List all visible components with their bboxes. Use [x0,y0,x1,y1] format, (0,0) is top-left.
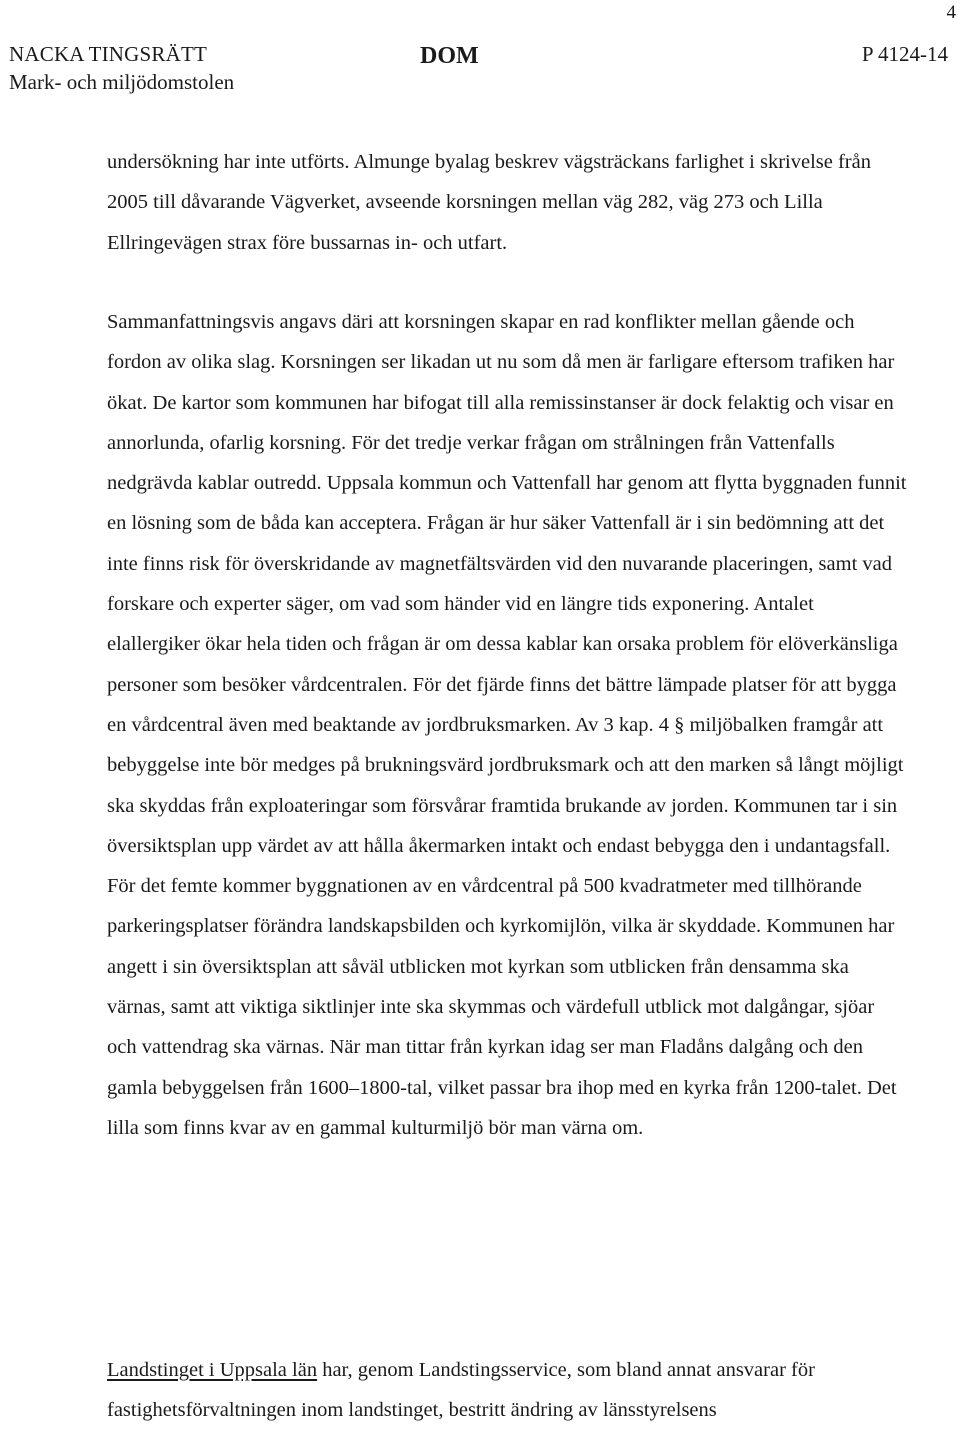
court-division: Mark- och miljödomstolen [9,70,235,94]
paragraph-landstinget [107,1350,907,1431]
party-name-underlined: Landstinget i Uppsala län [107,1359,318,1381]
document-type: DOM [420,43,479,69]
case-number: P 4124-14 [861,42,948,66]
paragraph-byalag: undersökning har inte utförts. Almunge byalag beskrev vägsträckans farlighet i skrivelse från 2005 till dåvarande Vägverket, avseende korsningen mellan väg 282, väg 273 och Lilla Ellringevägen strax före bussarnas in- och utfart. [107,151,871,254]
paragraph-landstinget-text: har, genom Landstingsservice, som bland annat ansvarar för fastighetsförvaltningen inom landstinget, bestritt ändring av länsstyrelsens [107,1359,815,1422]
page-number: 4 [946,2,956,23]
court-name: NACKA TINGSRÄTT [9,42,208,66]
document-header [0,42,960,102]
paragraph-summary: Sammanfattningsvis angavs däri att korsningen skapar en rad konflikter mellan gående och fordon av olika slag. Korsningen ser likadan ut nu som då men är farligare eftersom trafiken har ökat. De kartor som kommunen har bifogat till alla remissinstanser är dock felaktig och visar en annorlunda, ofarlig korsning. För det tredje verkar frågan om strålningen från Vattenfalls nedgrävda kablar outredd. Uppsala kommun och Vattenfall har genom att flytta byggnaden funnit en lösning som de båda kan acceptera. Frågan är hur säker Vattenfall är i sin bedömning att det inte finns risk för överskridande av magnetfältsvärden vid den nuvarande placeringen, samt vad forskare och experter säger, om vad som händer vid en längre tids exponering. Antalet elallergiker ökar hela tiden och frågan är om dessa kablar kan orsaka problem för elöverkänsliga personer som besöker vårdcentralen. För det fjärde finns det bättre lämpade platser för att bygga en vårdcentral även med beaktande av jordbruksmarken. Av 3 kap. 4 § miljöbalken framgår att bebyggelse inte bör medges på brukningsvärd jordbruksmark och att den marken så långt möjligt ska skyddas från exploateringar som försvårar framtida brukande av jorden. Kommunen tar i sin översiktsplan upp värdet av att hålla åkermarken intakt och endast bebygga den i undantagsfall. För det femte kommer byggnationen av en vårdcentral på 500 kvadratmeter med tillhörande parkeringsplatser förändra landskapsbilden och kyrkomijlön, vilka är skyddade. Kommunen har angett i sin översiktsplan att såväl utblicken mot kyrkan som utblicken från densamma ska värnas, samt att viktiga siktlinjer inte ska skymmas och värdefull utblick mot dalgångar, sjöar och vattendrag ska värnas. När man tittar från kyrkan idag ser man Fladåns dalgång och den gamla bebyggelsen från 1600–1800-tal, vilket passar bra ihop med en kyrka från 1200-talet. Det lilla som finns kvar av en gammal kulturmiljö bör man värna om. [107,311,907,1139]
